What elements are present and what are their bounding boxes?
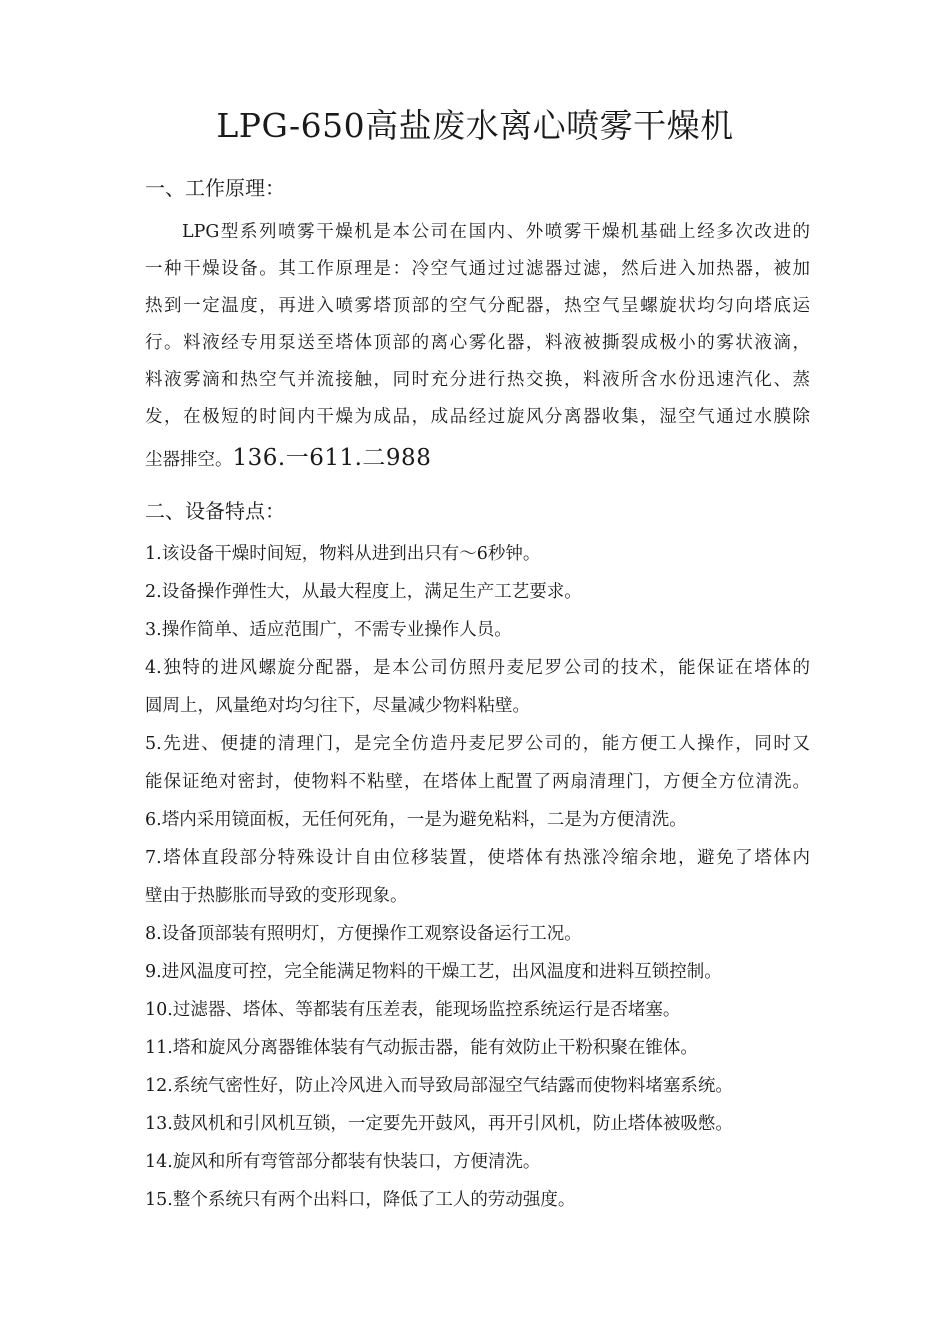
feature-item: 9.进风温度可控，完全能满足物料的干燥工艺，出风温度和进料互锁控制。	[145, 962, 722, 982]
feature-item-continued: 能保证绝对密封，使物料不粘壁，在塔体上配置了两扇清理门，方便全方位清洗。	[145, 772, 810, 792]
paragraph-last-line	[145, 444, 810, 474]
phone-number: 136.一611.二988	[232, 445, 432, 471]
section-heading-working-principle: 一、工作原理：	[145, 176, 285, 200]
paragraph-line: LPG型系列喷雾干燥机是本公司在国内、外喷雾干燥机基础上经多次改进的	[182, 222, 810, 242]
feature-item: 6.塔内采用镜面板，无任何死角，一是为避免粘料，二是为方便清洗。	[145, 810, 687, 830]
paragraph-line: 一种干燥设备。其工作原理是：冷空气通过过滤器过滤，然后进入加热器，被加	[145, 259, 810, 279]
feature-item: 2.设备操作弹性大，从最大程度上，满足生产工艺要求。	[145, 582, 582, 602]
paragraph-line: 行。料液经专用泵送至塔体顶部的离心雾化器，料液被撕裂成极小的雾状液滴，	[145, 333, 810, 353]
feature-item: 5.先进、便捷的清理门，是完全仿造丹麦尼罗公司的，能方便工人操作，同时又	[145, 734, 810, 754]
document-title: LPG-650高盐废水离心喷雾干燥机	[216, 106, 734, 145]
feature-item-continued: 壁由于热膨胀而导致的变形现象。	[145, 886, 408, 906]
feature-item: 10.过滤器、塔体、等都装有压差表，能现场监控系统运行是否堵塞。	[145, 1000, 681, 1020]
feature-item: 4.独特的进风螺旋分配器，是本公司仿照丹麦尼罗公司的技术，能保证在塔体的	[145, 658, 810, 678]
paragraph-line-text: 尘器排空。	[145, 450, 233, 470]
paragraph-line: 发，在极短的时间内干燥为成品，成品经过旋风分离器收集，湿空气通过水膜除	[145, 407, 810, 427]
feature-item: 3.操作简单、适应范围广，不需专业操作人员。	[145, 620, 512, 640]
paragraph-line: 热到一定温度，再进入喷雾塔顶部的空气分配器，热空气呈螺旋状均匀向塔底运	[145, 296, 810, 316]
paragraph-line: 料液雾滴和热空气并流接触，同时充分进行热交换，料液所含水份迅速汽化、蒸	[145, 370, 810, 390]
section-heading-features: 二、设备特点：	[145, 499, 285, 523]
feature-item: 7.塔体直段部分特殊设计自由位移装置，使塔体有热涨冷缩余地，避免了塔体内	[145, 848, 810, 868]
feature-item: 1.该设备干燥时间短，物料从进到出只有～6秒钟。	[145, 544, 541, 564]
feature-item-continued: 圆周上，风量绝对均匀往下，尽量减少物料粘壁。	[145, 696, 530, 716]
feature-item: 11.塔和旋风分离器锥体装有气动振击器，能有效防止干粉积聚在锥体。	[145, 1038, 698, 1058]
feature-item: 14.旋风和所有弯管部分都装有快装口，方便清洗。	[145, 1152, 541, 1172]
feature-item: 8.设备顶部装有照明灯，方便操作工观察设备运行工况。	[145, 924, 582, 944]
feature-item: 15.整个系统只有两个出料口，降低了工人的劳动强度。	[145, 1190, 576, 1210]
feature-item: 12.系统气密性好，防止冷风进入而导致局部湿空气结露而使物料堵塞系统。	[145, 1076, 733, 1096]
feature-item: 13.鼓风机和引风机互锁，一定要先开鼓风，再开引风机，防止塔体被吸憋。	[145, 1114, 733, 1134]
